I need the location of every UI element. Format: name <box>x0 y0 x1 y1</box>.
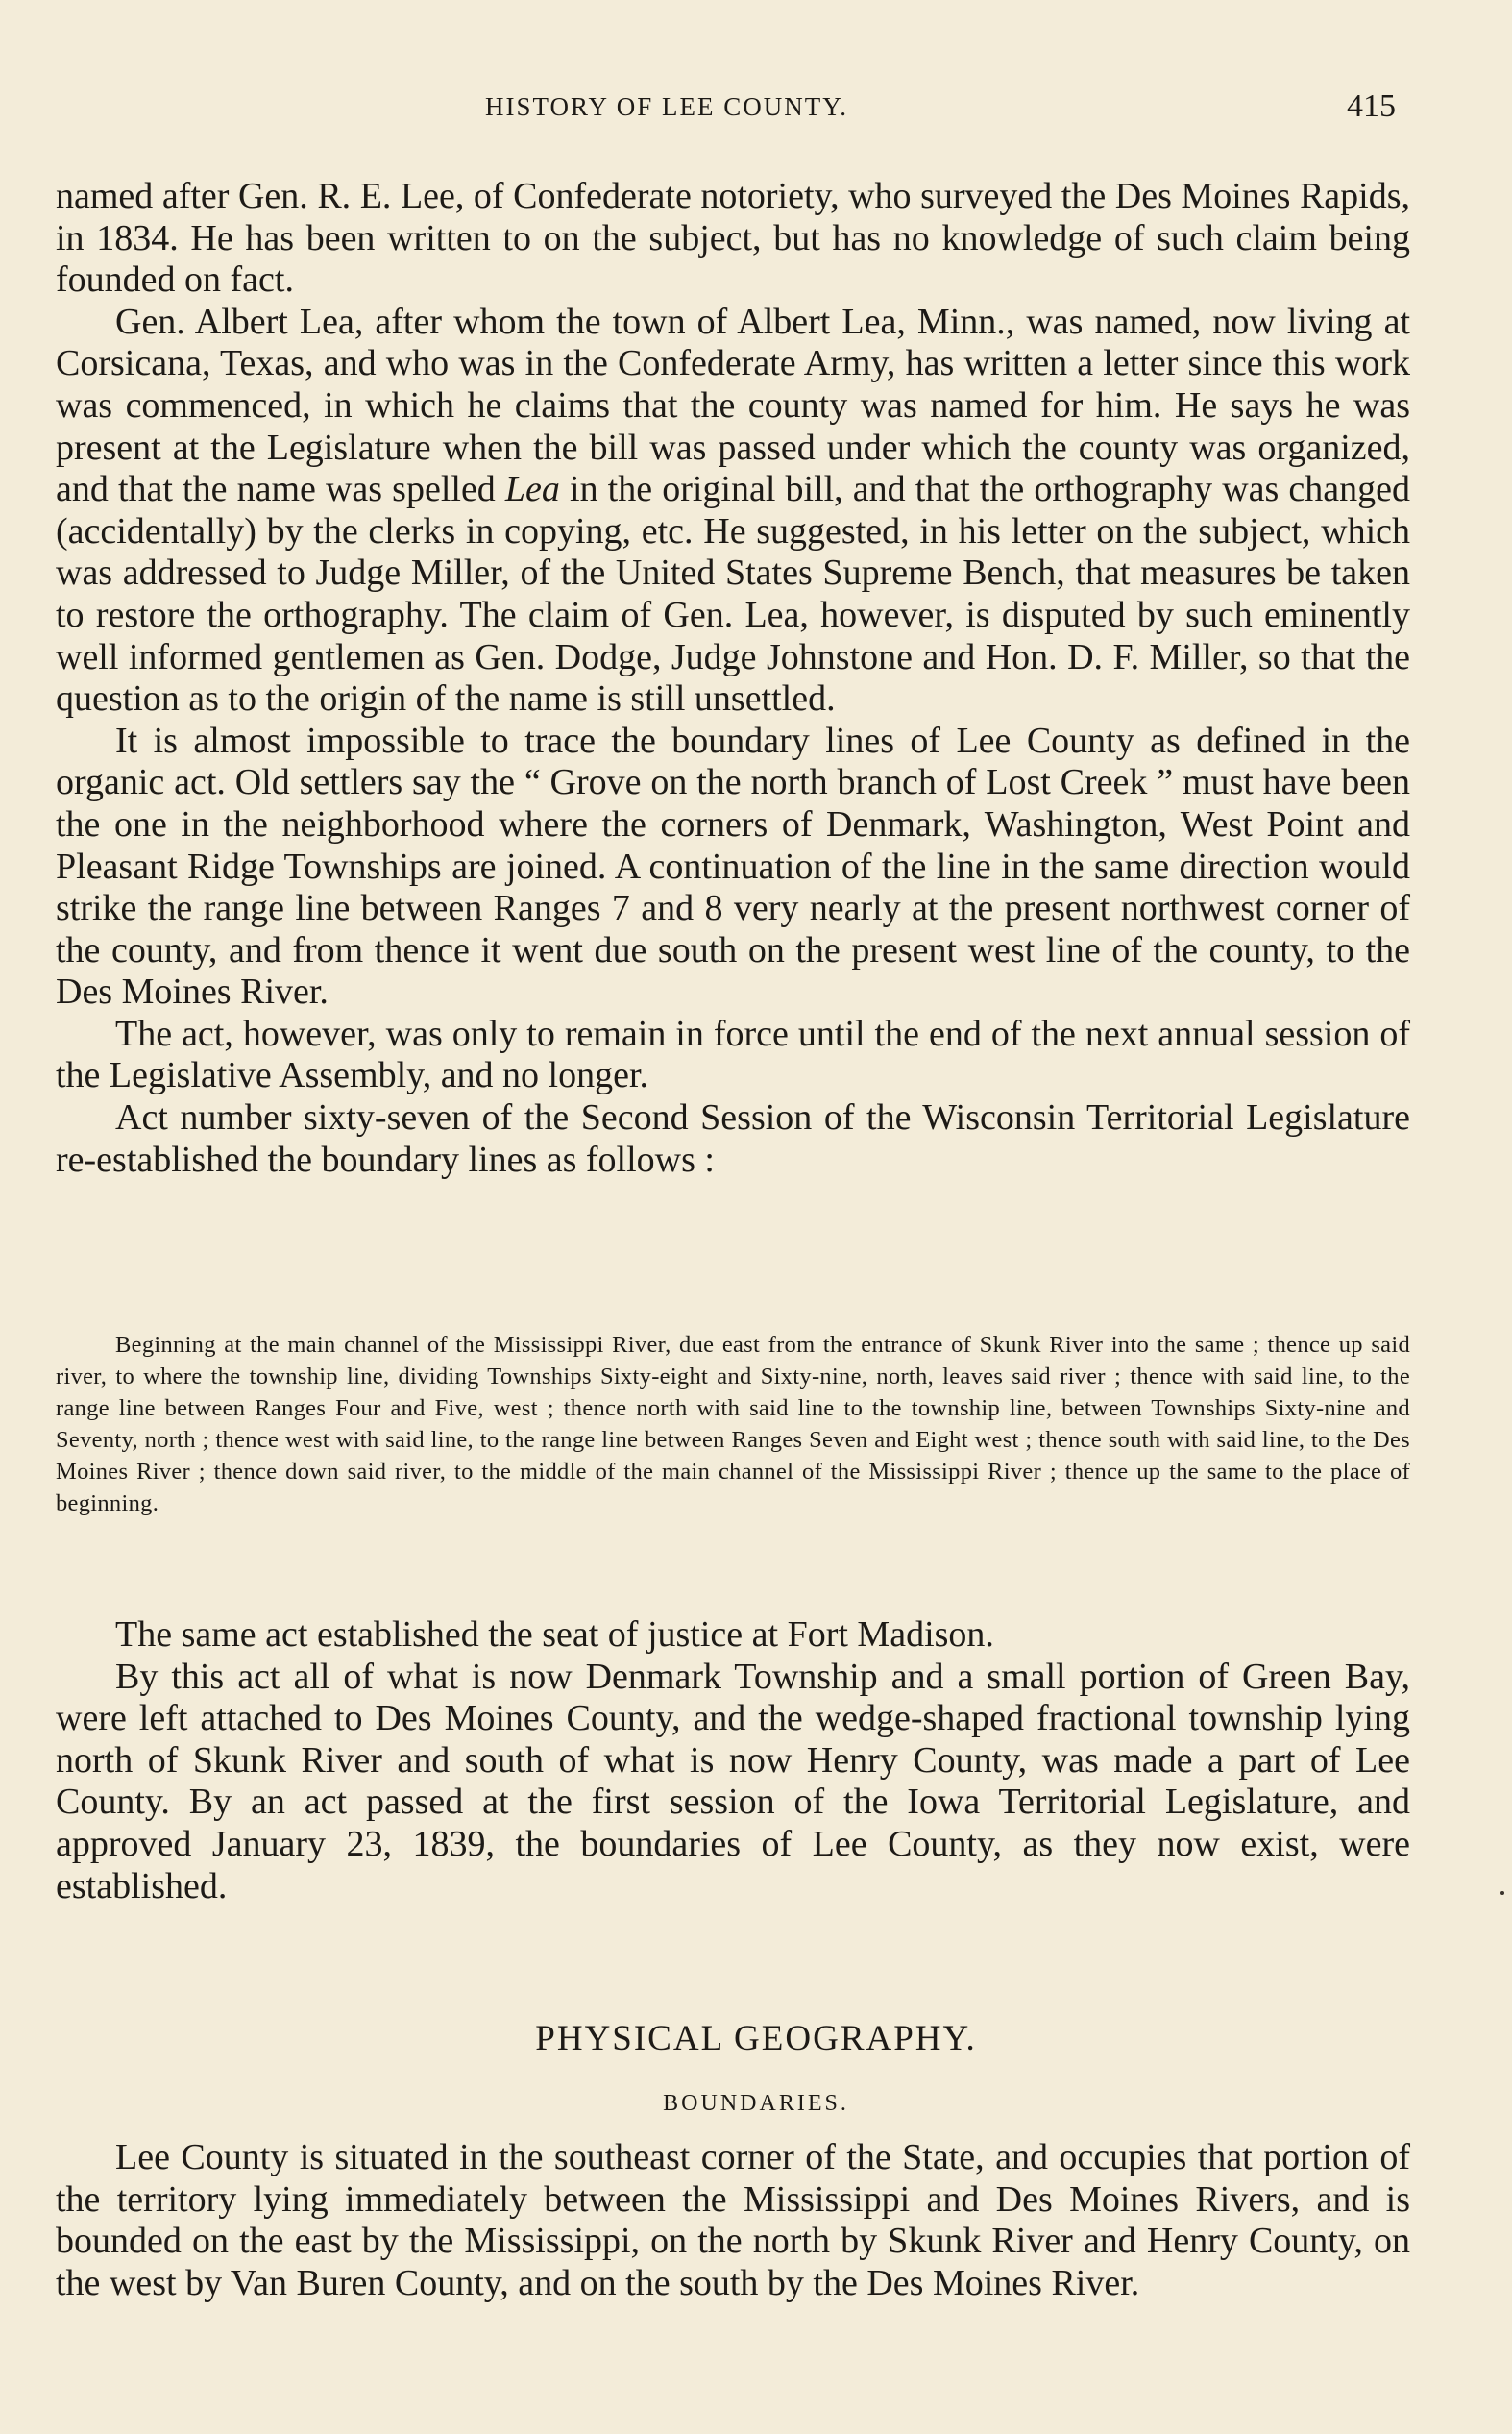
paragraph-continued: named after Gen. R. E. Lee, of Confederate notoriety, who surveyed the Des Moines Rapids, in 1834. He has been written to on the subject, but has no knowledge of such claim being founded on fact. <box>56 176 1410 301</box>
running-head <box>0 88 1512 131</box>
main-text <box>56 176 1410 1181</box>
paragraph-act-sixty-seven: Act number sixty-seven of the Second Session of the Wisconsin Territorial Legislature re-established the boundary lines as follows : <box>56 1097 1410 1180</box>
section-heading: PHYSICAL GEOGRAPHY. <box>535 2019 977 2058</box>
italic-lea: Lea <box>504 469 560 510</box>
paragraph-boundary-lines: It is almost impossible to trace the boundary lines of Lee County as defined in the organic act. Old settlers say the “ Grove on the north branch of Lost Creek ” must have been the one in the neighborhood where the corners of Denmark, Washington, West Point and Pleasant Ridge Townships are joined. A continuation of the line in the same direction would strike the range line between Ranges 7 and 8 very nearly at the present northwest corner of the county, and from thence it went due south on the present west line of the county, to the Des Moines River. <box>56 720 1410 1013</box>
paragraph-seat-of-justice: The same act established the seat of justice at Fort Madison. <box>115 1614 994 1655</box>
paragraph-albert-lea: Gen. Albert Lea, after whom the town of Albert Lea, Minn., was named, now living at Corsicana, Texas, and who was in the Confederate Army, has written a letter since this work was commenced, in which he claims that the county was named for him. He says he was present at the Legislature when the bill was passed under which the county was organized, and that the name was spelled Lea in the original bill, and that the orthography was changed (accidentally) by the clerks in copying, etc. He suggested, in his letter on the subject, which was addressed to Judge Miller, of the United States Supreme Bench, that measures be taken to restore the orthography. The claim of Gen. Lea, however, is disputed by such eminently well informed gentlemen as Gen. Dodge, Judge Johnstone and Hon. D. F. Miller, so that the question as to the origin of the name is still unsettled. <box>56 301 1411 720</box>
paragraph-denmark-township: By this act all of what is now Denmark Township and a small portion of Green Bay, were left attached to Des Moines County, and the wedge-shaped fractional township lying north of Skunk River and south of what is now Henry County, was made a part of Lee County. By an act passed at the first session of the Iowa Territorial Legislature, and approved January 23, 1839, the boundaries of Lee County, as they now exist, were established. <box>56 1656 1410 1906</box>
statute-quotation: Beginning at the main channel of the Mississippi River, due east from the entrance of Skunk River into the same ; thence up said river, to where the township line, dividing Townships Sixty-eight and Sixty-nine, north, leaves said river ; thence with said line, to the range line between Ranges Four and Five, west ; thence north with said line to the township line, between Townships Sixty-nine and Seventy, north ; thence west with said line, to the range line between Ranges Seven and Eight west ; thence south with said line, to the Des Moines River ; thence down said river, to the middle of the main channel of the Mississippi River ; thence up the same to the place of beginning. <box>56 1332 1410 1516</box>
main-text-continued <box>56 1614 1410 1907</box>
section-subheading: BOUNDARIES. <box>663 2091 849 2116</box>
running-title: HISTORY OF LEE COUNTY. <box>485 92 849 121</box>
page-number: 415 <box>1347 88 1396 124</box>
print-speck <box>1500 1891 1504 1895</box>
paragraph-boundaries: Lee County is situated in the southeast corner of the State, and occupies that portion of the territory lying immediately between the Mississippi and Des Moines Rivers, and is bounded on the east by the Mississippi, on the north by Skunk River and Henry County, on the west by Van Buren County, and on the south by the Des Moines River. <box>56 2137 1410 2303</box>
boundaries-text <box>56 2137 1410 2304</box>
paragraph-act-duration: The act, however, was only to remain in force until the end of the next annual session of the Legislative Assembly, and no longer. <box>56 1013 1410 1096</box>
